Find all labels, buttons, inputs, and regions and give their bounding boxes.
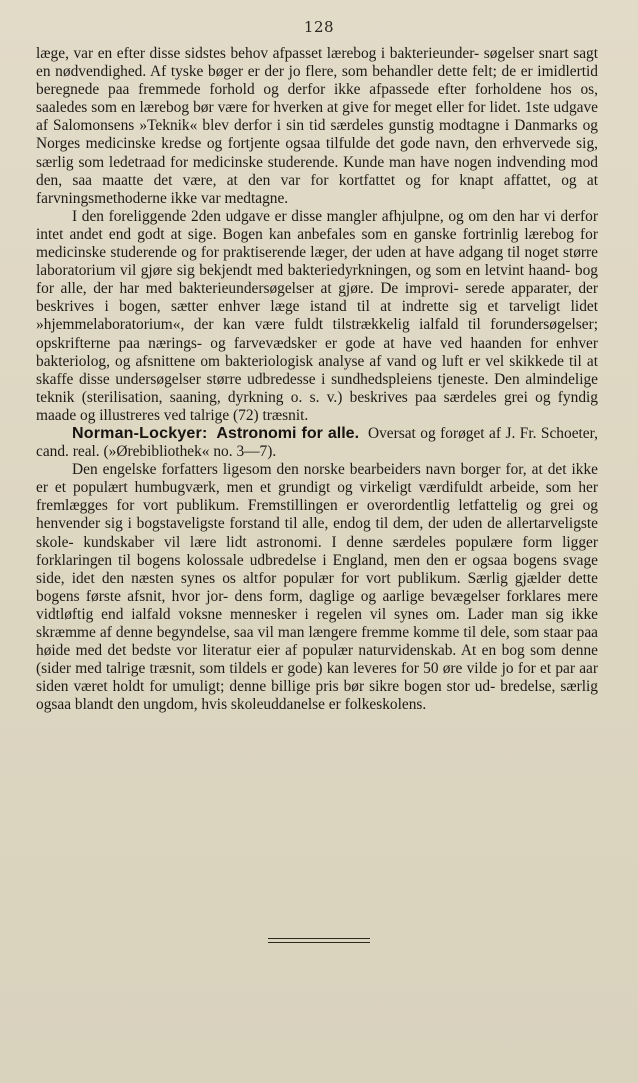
- review-details: Oversat og forøget af J. Fr. Schoeter, cand. real. (»Ørebibliothek« no. 3—7).: [36, 424, 598, 461]
- review-title: Astronomi for alle.: [216, 424, 360, 442]
- page-number: 128: [303, 18, 335, 36]
- review-body: Den engelske forfatters ligesom den norske bearbeiders navn borger for, at det ikke er et populært humbugværk, men et grundigt og virkeligt værdifuldt arbeide, som her fremlægges for vort publikum. Fremstillingen er overordentlig letfattelig og grei og henvender sig i bogstaveligste forstand til alle, endog til dem, der uden de allertarveligste skole- kundskaber vil lære lidt astronomi. I denne særdeles populære form ligger forklaringen til bogens kolossale udbredelse i England, men den er ogsaa bogens svage side, idet den næsten synes os altfor populær for vort publikum. Særlig gjælder dette bogens første afsnit, hvor jor- dens form, daglige og aarlige bevægelser forklares mere vidtløftig end ialfald voksne mennesker i regelen vil synes om. Lader man sig ikke skræmme af denne begyndelse, saa vil man længere fremme komme til dele, som staar paa høide med det bedste vor literatur eier af populær naturvidenskab. At en bog som denne (sider med talrige træsnit, som tildels er gode) kan leveres for 50 øre vilde jo for et par aar siden været holdt for umuligt; denne billige pris bør sikre bogen stor ud- bredelse, særlig ogsaa blandt den ungdom, hvis skoleuddanelse er folkeskolens.: [36, 461, 598, 714]
- page-text: [36, 45, 598, 714]
- review-heading: [36, 425, 598, 461]
- end-rule-bottom: [268, 942, 370, 943]
- paragraph-1: læge, var en efter disse sidstes behov afpasset lærebog i bakterieunder- søgelser snart sagt en nødvendighed. Af tyske bøger er der jo flere, som behandler dette felt; de er imidlertid beregnede paa fremmede forhold og derfor ikke afpassede efter forholdene hos os, saaledes som en lærebog bør være for hverken at give for meget eller for lidet. 1ste udgave af Salomonsens »Teknik« blev derfor i sin tid særdeles gunstig modtagne i Danmarks og Norges medicinske kredse og fortjente ogsaa tilfulde det gode navn, den erhvervede sig, særlig som ledetraad for medicinske studerende. Kunde man have nogen indvending mod den, saa maatte det være, at den var for kortfattet og for knapt affattet, og at farvningsmethoderne ikke var medtagne.: [36, 45, 598, 207]
- paragraph-2: I den foreliggende 2den udgave er disse mangler afhjulpne, og om den har vi derfor intet andet end godt at sige. Bogen kan anbefales som en ganske fortrinlig lærebog for medicinske studerende og for praktiserende læger, der uden at have adgang til noget større laboratorium vil gjøre sig bekjendt med bakteriedyrkningen, og som en letvint haand- bog for alle, der har med bakterieundersøgelser at gjøre. De improvi- serede apparater, der beskrives i bogen, sætter enhver læge istand til at indrette sig et tarveligt lidet »hjemmelaboratorium«, der kan være fuldt tilstrækkelig ialfald til forundersøgelser; opskrifterne paa nærings- og farvevædsker er gode at have ved haanden for enhver bakteriolog, og afsnittene om bakteriologisk analyse af vand og luft er vel skikkede til at skaffe disse undersøgelser større udbredesse i sundhedspleiens tjeneste. Den almindelige teknik (sterilisation, saaning, dyrkning o. s. v.) beskrives paa særdeles grei og fyndig maade og illustreres ved talrige (72) træsnit.: [36, 207, 598, 424]
- end-rule-top: [268, 938, 370, 939]
- review-author: Norman-Lockyer:: [72, 424, 208, 442]
